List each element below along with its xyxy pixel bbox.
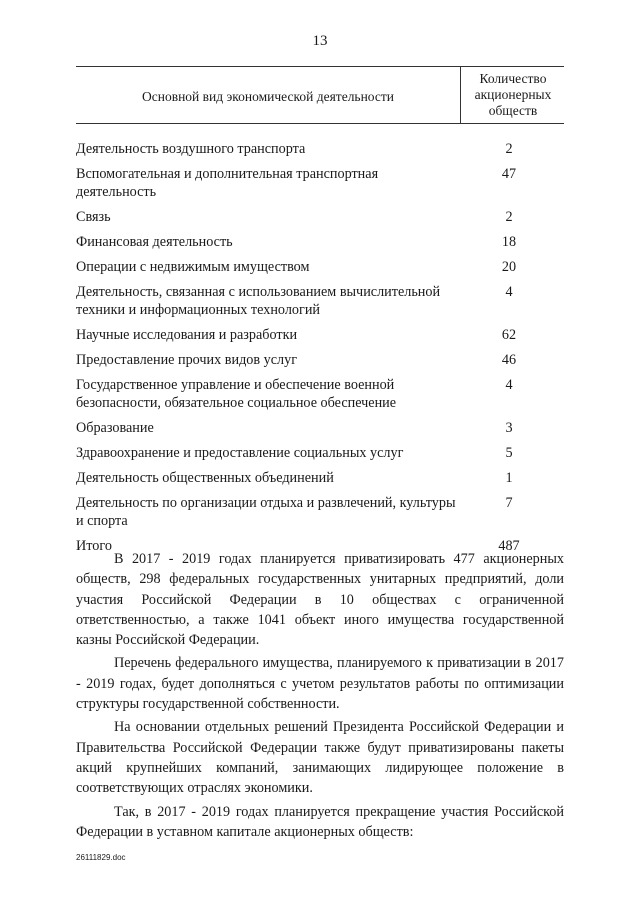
- row-label: Здравоохранение и предоставление социальных услуг: [76, 445, 404, 461]
- row-value: 3: [505, 420, 513, 436]
- table-header-rule: [76, 123, 564, 124]
- paragraph: Так, в 2017 - 2019 годах планируется прекращение участия Российской Федерации в уставном капитале акционерных обществ:: [76, 803, 564, 840]
- row-label: Образование: [76, 420, 154, 436]
- table-row: [76, 469, 564, 487]
- row-value: 46: [501, 352, 517, 368]
- table-row: [76, 351, 564, 369]
- row-label: Финансовая деятельность: [76, 234, 233, 250]
- row-value: 4: [505, 284, 513, 300]
- row-value: 47: [501, 166, 517, 182]
- row-label: Деятельность общественных объединений: [76, 470, 334, 486]
- paragraph: На основании отдельных решений Президента Российской Федерации и Правительства Российской Федерации также будут приватизированы пакеты акций крупнейших компаний, занимающих лидирующее положение в соответствующих отраслях экономики.: [76, 719, 564, 797]
- table-top-rule: [76, 66, 564, 67]
- row-label: Операции с недвижимым имуществом: [76, 259, 310, 275]
- body-text: [76, 549, 564, 845]
- table-row: [76, 283, 564, 319]
- row-value: 2: [505, 141, 513, 157]
- table-row: [76, 208, 564, 226]
- header-count-line: обществ: [488, 103, 538, 118]
- header-count-line: акционерных: [474, 87, 552, 102]
- header-count: [462, 71, 564, 119]
- row-label: Деятельность по организации отдыха и развлечений, культуры и спорта: [76, 495, 456, 529]
- paragraph: В 2017 - 2019 годах планируется приватизировать 477 акционерных обществ, 298 федеральных государственных унитарных предприятий, доли участия Российской Федерации в 10 обществах с ограниченной ответственностью, а также 1041 объект иного имущества государственной казны Российской Федерации.: [76, 551, 564, 649]
- table-row: [76, 258, 564, 276]
- row-value: 2: [505, 209, 513, 225]
- paragraph: Перечень федерального имущества, планируемого к приватизации в 2017 - 2019 годах, будет дополняться с учетом результатов работы по оптимизации структуры государственной собственности.: [76, 655, 564, 713]
- row-value: 20: [501, 259, 517, 275]
- header-count-line: Количество: [479, 71, 547, 86]
- row-value: 1: [505, 470, 513, 486]
- row-label: Государственное управление и обеспечение военной безопасности, обязательное социальное обеспечение: [76, 377, 397, 411]
- page-number: 13: [312, 33, 328, 49]
- table-row: [76, 444, 564, 462]
- table-row: [76, 165, 564, 201]
- row-value: 487: [498, 538, 520, 554]
- row-value: 62: [501, 327, 517, 343]
- row-value: 7: [505, 495, 513, 511]
- row-label: Деятельность, связанная с использованием вычислительной техники и информационных технологий: [76, 284, 441, 318]
- row-value: 4: [505, 377, 513, 393]
- row-value: 18: [501, 234, 517, 250]
- table-row: [76, 140, 564, 158]
- header-activity: Основной вид экономической деятельности: [141, 89, 395, 104]
- file-name-footer: 26111829.doc: [76, 853, 126, 862]
- table-column-divider: [460, 66, 461, 123]
- row-label: Деятельность воздушного транспорта: [76, 141, 306, 157]
- table-row: [76, 376, 564, 412]
- row-label: Вспомогательная и дополнительная транспортная деятельность: [76, 166, 379, 200]
- row-label: Итого: [76, 538, 112, 554]
- table-row: [76, 419, 564, 437]
- table-row: [76, 233, 564, 251]
- table-body: [76, 140, 564, 562]
- table-row: [76, 494, 564, 530]
- row-label: Предоставление прочих видов услуг: [76, 352, 298, 368]
- table-row: [76, 326, 564, 344]
- row-value: 5: [505, 445, 513, 461]
- row-label: Научные исследования и разработки: [76, 327, 298, 343]
- row-label: Связь: [76, 209, 111, 225]
